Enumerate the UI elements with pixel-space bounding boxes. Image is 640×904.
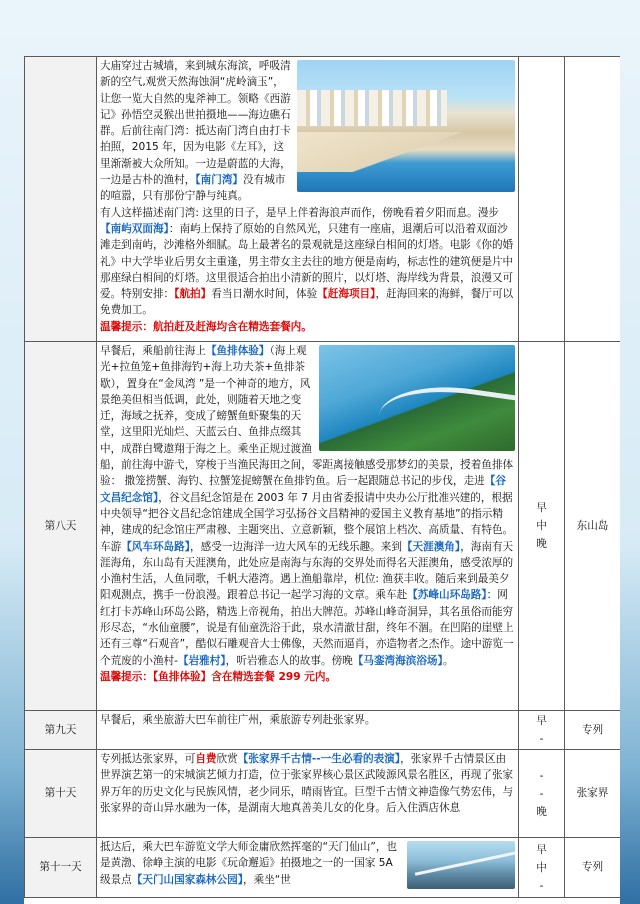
day-cell: [25, 57, 97, 342]
day-cell: 第十一天: [25, 838, 97, 898]
highlight-maluan-bay-beach: 【马銮湾海滨浴场】: [352, 654, 443, 667]
itinerary-description: [97, 57, 519, 342]
hotel-cell: 东山岛: [565, 342, 621, 711]
highlight-fish-raft: 【鱼排体验】: [205, 345, 270, 357]
self-pay-label: 自费: [195, 753, 217, 765]
itinerary-description: [97, 342, 519, 711]
highlight-nanmen-bay: 【南门湾】: [195, 174, 244, 187]
highlight-aerial-photo: 【航拍】: [174, 288, 212, 301]
highlight-tianmen-mountain: 【天门山国家森林公园】: [131, 873, 244, 886]
highlight-gu-wenchang-memorial: 【谷文昌纪念馆】: [100, 475, 506, 504]
itinerary-description: 早餐后，乘坐旅游大巴车前往广州，乘旅游专列赴张家界。: [97, 711, 519, 750]
itinerary-page: [24, 56, 620, 904]
highlight-yanya-village: 【岩雅村】: [177, 654, 226, 667]
warm-tip: 温馨提示：航拍赶及赶海均含在精选套餐内。: [100, 320, 312, 333]
itinerary-row-day10: [25, 750, 621, 838]
itinerary-row-continued: [25, 57, 621, 342]
itinerary-row-day9: [25, 711, 621, 750]
hotel-cell: 专列: [565, 711, 621, 750]
coastal-road-photo: [319, 345, 515, 451]
day-cell: 第八天: [25, 342, 97, 711]
highlight-windmill-road: 【风车环岛路】: [121, 540, 191, 553]
warm-tip: 温馨提示：【鱼排体验】含在精选套餐 299 元内。: [100, 670, 337, 683]
nanmen-bay-photo: [297, 60, 515, 192]
meal-cell: 早 -: [519, 711, 565, 750]
highlight-beachcombing: 【赶海项目】: [317, 288, 376, 301]
itinerary-row-day8: [25, 342, 621, 711]
hotel-cell: 张家界: [565, 750, 621, 838]
meal-cell: 早 中 晚: [519, 342, 565, 711]
itinerary-description: 专列抵达张家界，可自费欣赏【张家界千古情--一生必看的表演】，张家界千古情景区由世界演艺第一的宋城演艺倾力打造，位于张家界核心景区武陵源风景名胜区，再现了张家界万年的历史文化与民族风情，老少同乐，晴雨皆宜。巨型千古情文神造像气势宏伟，与张家界的奇山异水融为一体，是湖南大地真善美儿女的化身。后入住酒店休息: [97, 750, 519, 838]
hotel-cell: 专列: [565, 838, 621, 898]
highlight-zhangjiajie-show: 【张家界千古情--一生必看的表演】: [237, 753, 401, 765]
itinerary-row-day11: [25, 838, 621, 898]
glass-walkway-photo: [407, 841, 515, 889]
itinerary-table: [24, 56, 620, 898]
day-cell: 第十天: [25, 750, 97, 838]
day-cell: 第九天: [25, 711, 97, 750]
highlight-tianya-aojiao: 【天涯澳角】: [401, 540, 461, 553]
paragraph-nanyu: 有人这样描述南门湾: 这里的日子，是早上伴着海浪声而作，傍晚看着夕阳而息。漫步【南屿双面海】：南屿上保持了原始的自然风光，只建有一座庙，退潮后可以沿着双面沙滩走到南屿，沙滩格外细腻。岛上最著名的景观就是这座绿白相间的灯塔。电影《你的婚礼》中大学毕业后男女主重逢，男主带女主去往的地方便是南屿，标志性的建筑便是片中那座绿白相间的灯塔。这里很适合拍出小清新的照片，以灯塔、海岸线为背景，浪漫又可爱。特别安排：【航拍】看当日潮水时间，体验【赶海项目】，赶海回来的海鲜，餐厅可以免费加工。: [100, 206, 514, 317]
itinerary-description: 抵达后，乘大巴车游览文学大师金庸欣然挥毫的“天门仙山”，也是黄渤、徐峥主演的电影《玩命邂逅》拍摄地之一的一国家 5A 级景点【天门山国家森林公园】，乘坐“世: [97, 838, 519, 898]
highlight-nanyu-double-sea: 【南屿双面海】: [100, 222, 169, 235]
hotel-cell: [565, 57, 621, 342]
meal-cell: 早 中 -: [519, 838, 565, 898]
highlight-sufeng-road: 【苏峰山环岛路】: [407, 589, 487, 602]
meal-cell: - - 晚: [519, 750, 565, 838]
paragraph-nanmen-bay: 大庙穿过古城墙，来到城东海滨，呼吸清新的空气,观赏天然海蚀洞“虎岭滴玉”，让您一览大自然的鬼斧神工。领略《西游记》孙悟空灵猴出世拍摄地——海边礁石群。后前往南门湾：抵达南门湾自由打卡拍照，2015 年，因为电影《左耳》，这里渐渐被大众所知。一边是蔚蓝的大海，一边是古朴的渔村，【南门湾】没有城市的喧嚣，只有那份宁静与纯真。: [100, 60, 291, 203]
paragraph-day8: 早餐后，乘船前往海上【鱼排体验】（海上观光+拉鱼笼+鱼排海钓+海上功夫茶+鱼排茶歇），置身在“金凤湾 ”是一个神奇的地方，风景绝美但相当低调，此处，则随着天地之变迁，海域之抚养，变成了螃蟹鱼虾聚集的天堂，这里阳光灿烂、天蓝云白、鱼排点缀其中，成群白鹭遨翔于海之上。乘坐正规过渡渔船，前往海中游弋，穿梭于当渔民海田之间，零距离接触感受那梦幻的美景，授着鱼排体验： 撒笼捞蟹、海钓、拉蟹笼捉螃蟹在鱼排钓鱼。后一起跟随总书记的步伐，走进【谷文昌纪念馆】，谷文昌纪念馆是在 2003 年 7 月由省委报请中央办公厅批准兴建的，根据中央领导“把谷文昌纪念馆建成全国学习弘扬谷文昌精神的爱国主义教育基地”的指示精神，建成的纪念馆庄严肃穆、主题突出、立意新颖，整个展馆上档次、高质量、有特色。车游【风车环岛路】，感受一边海洋一边大风车的无线乐趣。来到【天涯澳角】，海南有天涯海角，东山岛有天涯澳角，此处应是南海与东海的交界处而得名天涯澳角，感受浓厚的小渔村生活，人鱼同歌，千帆大港湾。遇上渔船靠岸，机位: 渔获丰收。随后来到最美夕阳观测点，携手一份浪漫。跟着总书记一起学习海的文章。乘车赴【苏峰山环岛路】：网红打卡苏峰山环岛公路，精选上帝视角，拍出大牌范。苏峰山峰奇洞异，其名虽俗而能穷形尽态，“水仙童腰”，说是有仙童洗浴于此，泉水清澈甘甜，终年不涸。在凹陷的崖壁上还有三尊“石观音”，酷似石雕观音大士佛像，天然而逼肖，亦造物者之杰作。途中游览一个荒废的小渔村-【岩雅村】，听岩雅态人的故事。傍晚【马銮湾海滨浴场】。: [100, 345, 514, 667]
meal-cell: [519, 57, 565, 342]
